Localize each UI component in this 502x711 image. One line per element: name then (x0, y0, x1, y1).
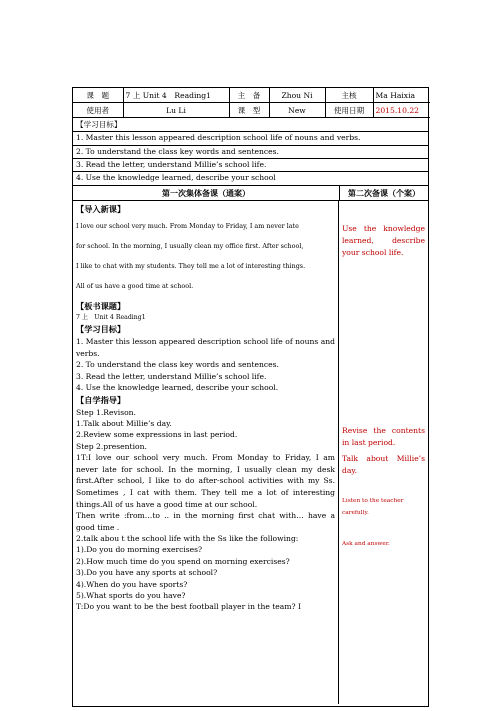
first-prep-column (73, 201, 339, 704)
plan-body (73, 201, 428, 704)
step-line: Step 2.presention. (76, 441, 147, 451)
goal-item: 3. Read the letter, understand Millie’s school life. (73, 159, 428, 172)
note-describe: Use the knowledge learned, describe your school life. (342, 224, 425, 258)
goal-line: 2. To understand the class key words and sentences. (76, 360, 279, 370)
step-line: 1).Do you do morning exercises? (76, 545, 203, 555)
step-line: Step 1.Revison. (76, 407, 136, 417)
label-author: 主 备 (229, 88, 269, 103)
goal-line: 1. Master this lesson appeared description school life of nouns and verbs. (76, 337, 335, 358)
second-prep-column (339, 201, 428, 704)
value-user: Lu Li (123, 103, 229, 118)
label-type: 课 型 (229, 103, 269, 118)
goals-heading-2: 【学习目标】 (76, 324, 126, 335)
column-headers (73, 186, 428, 201)
goal-item: 2. To understand the class key words and sentences. (73, 146, 428, 159)
intro-line: I like to chat with my students. They tell me a lot of interesting things. (76, 262, 306, 271)
goals-heading: 【学习目标】 (73, 119, 428, 132)
info-row-2 (73, 103, 430, 118)
value-topic: 7 上 Unit 4 Reading1 (123, 88, 229, 103)
step-line: 1.Talk about Millie’s day. (76, 418, 172, 428)
board-heading: 【板书课题】 (76, 301, 126, 312)
note-revise: Revise the contents in last period. (342, 426, 425, 448)
step-paragraph: 1T:I love our school very much. From Monday to Friday, I am never late for school. In the morning, I usually clean my desk first.After school, I like to do after-school activities with my Ss. Sometimes , I cat with them. They tell me a lot of interesting things.All of us have a good time at our school. (76, 453, 335, 509)
step-line: 4).When do you have sports? (76, 579, 188, 589)
step-line: 2).How much time do you spend on morning exercises? (76, 556, 290, 566)
step-line: 2.Review some expressions in last period. (76, 430, 238, 440)
column-header-first: 第一次集体备课（通案） (73, 186, 340, 200)
label-user: 使用者 (73, 103, 123, 118)
column-header-second: 第二次备课（个案） (348, 188, 420, 199)
lesson-info-table (73, 88, 430, 118)
label-reviewer: 主核 (325, 88, 373, 103)
value-reviewer: Ma Haixia (373, 88, 430, 103)
step-line: Then write :from…to .. in the morning first chat with… have a good time . (76, 511, 335, 532)
step-line: T:Do you want to be the best football player in the team? I (76, 602, 302, 612)
guide-heading: 【自学指导】 (76, 394, 126, 405)
intro-line: I love our school very much. From Monday to Friday, I am never late (76, 222, 299, 231)
info-row-1 (73, 88, 430, 103)
learning-goals-box (73, 118, 428, 186)
board-text: 7 上 Unit 4 Reading1 (76, 314, 146, 322)
note-listen: Listen to the teacher carefully. (342, 498, 404, 517)
label-date: 使用日期 (325, 103, 373, 118)
intro-heading: 【导入新课】 (76, 204, 126, 215)
value-date: 2015.10.22 (373, 103, 430, 118)
label-topic: 课 题 (73, 88, 123, 103)
intro-line: for school. In the morning, I usually clean my office first. After school, (76, 242, 304, 251)
goal-item: 1. Master this lesson appeared description school life of nouns and verbs. (73, 132, 428, 145)
step-line: 2.talk abou t the school life with the Ss like the following: (76, 533, 299, 543)
note-talk: Talk about Millie’s day. (342, 454, 425, 476)
value-type: New (269, 103, 325, 118)
lesson-plan-sheet (72, 87, 429, 707)
goal-item: 4. Use the knowledge learned, describe your school (76, 173, 276, 183)
intro-line: All of us have a good time at school. (76, 282, 194, 291)
goal-line: 4. Use the knowledge learned, describe your school. (76, 383, 279, 393)
note-ask: Ask and answer. (342, 541, 390, 548)
value-author: Zhou Ni (269, 88, 325, 103)
step-line: 3).Do you have any sports at school? (76, 568, 218, 578)
goal-line: 3. Read the letter, understand Millie’s school life. (76, 371, 267, 381)
step-line: 5).What sports do you have? (76, 590, 186, 600)
